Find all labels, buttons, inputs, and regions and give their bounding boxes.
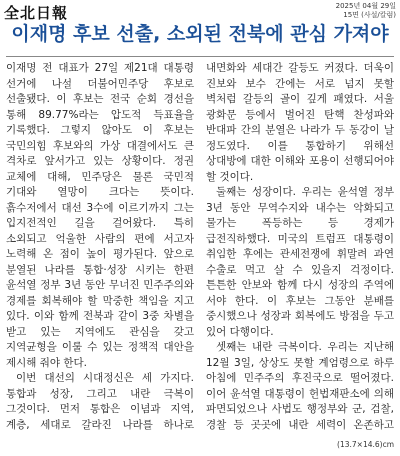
article-column-right	[206, 61, 394, 433]
clipping-size: (13.7×14.6)cm	[337, 440, 394, 449]
paragraph: 둘째는 성장이다. 우리는 윤석열 정부 3년 동안 무역수지와 내수는 악화되고 물가는 폭등하는 등 경제가 급전직하했다. 미국의 트럼프 대통령이 취임한 후에는 관세전쟁에 휘말려 과연 수출로 먹고 살 수 있을지 걱정이다. 튼튼한 안보와 함께 다시 성장의 주역에 서야 한다. 이 후보는 그동안 분배를 중시했으나 성장과 회복에도 방점을 두고 있어 다행이다.	[206, 186, 394, 338]
article-column-left	[6, 61, 194, 433]
paragraph: 내면화와 세대간 갈등도 커졌다. 더욱이 진보와 보수 간에는 서로 넘지 못할 벽처럼 갈등의 골이 깊게 패였다. 서울 광화문 등에서 벌어진 탄핵 찬성파와 반대파 간의 분열은 나라가 두 동강이 날 정도였다. 이를 통합하기 위해선 상대방에 대한 이해와 포용이 선행되어야 할 것이다.	[206, 62, 394, 183]
paragraph: 셋째는 내란 극복이다. 우리는 지난해 12월 3일, 상상도 못할 계엄령으로 하루 아침에 민주주의 후진국으로 떨어졌다. 이어 윤석열 대통령이 헌법재판소에 의해 파면되었으나 사법도 행정부와 군, 검찰, 경찰 등 곳곳에 내란 세력이 온존하고	[206, 341, 394, 431]
paragraph: 이번 대선의 시대정신은 세 가지다. 통합과 성장, 그리고 내란 극복이 그것이다. 먼저 통합은 이념과 지역, 계층, 세대로 갈라진 나라를 하나로	[6, 372, 194, 431]
headline-divider	[6, 56, 394, 57]
paragraph: 이재명 전 대표가 27일 제21대 대통령 선거에 나설 더불어민주당 후보로 선출됐다. 이 후보는 전국 순회 경선을 통해 89.77%라는 압도적 득표율을 기록했다. 그렇지 않아도 이 후보는 국민의힘 후보와의 가상 대결에서도 큰 격차로 앞서가고 있는 상황이다. 정권 교체에 대해, 민주당은 물론 국민적 기대와 열망이 크다는 뜻이다. 흙수저에서 대선 3수에 이르기까지 그는 입지전적인 길을 걸어왔다. 특히 소외되고 억울한 사람의 편에 서고자 노력해 온 점이 높이 평가된다. 앞으로 분열된 나라를 통합·성장 시키는 한편 윤석열 정부 3년 동안 무너진 민주주의와 경제를 회복해야 할 막중한 책임을 지고 있다. 이와 함께 전북과 같이 3중 차별을 받고 있는 지역에도 관심을 갖고 지역균형을 이룰 수 있는 정책적 대안을 제시해 줘야 한다.	[6, 62, 194, 369]
publish-date: 2025년 04월 29일	[335, 2, 396, 10]
dateline	[336, 2, 396, 20]
page-section: 15면 (사설/칼럼)	[343, 11, 396, 19]
article-headline: 이재명 후보 선출, 소외된 전북에 관심 가져야	[11, 23, 389, 45]
newspaper-masthead: 全北日報	[4, 4, 69, 22]
